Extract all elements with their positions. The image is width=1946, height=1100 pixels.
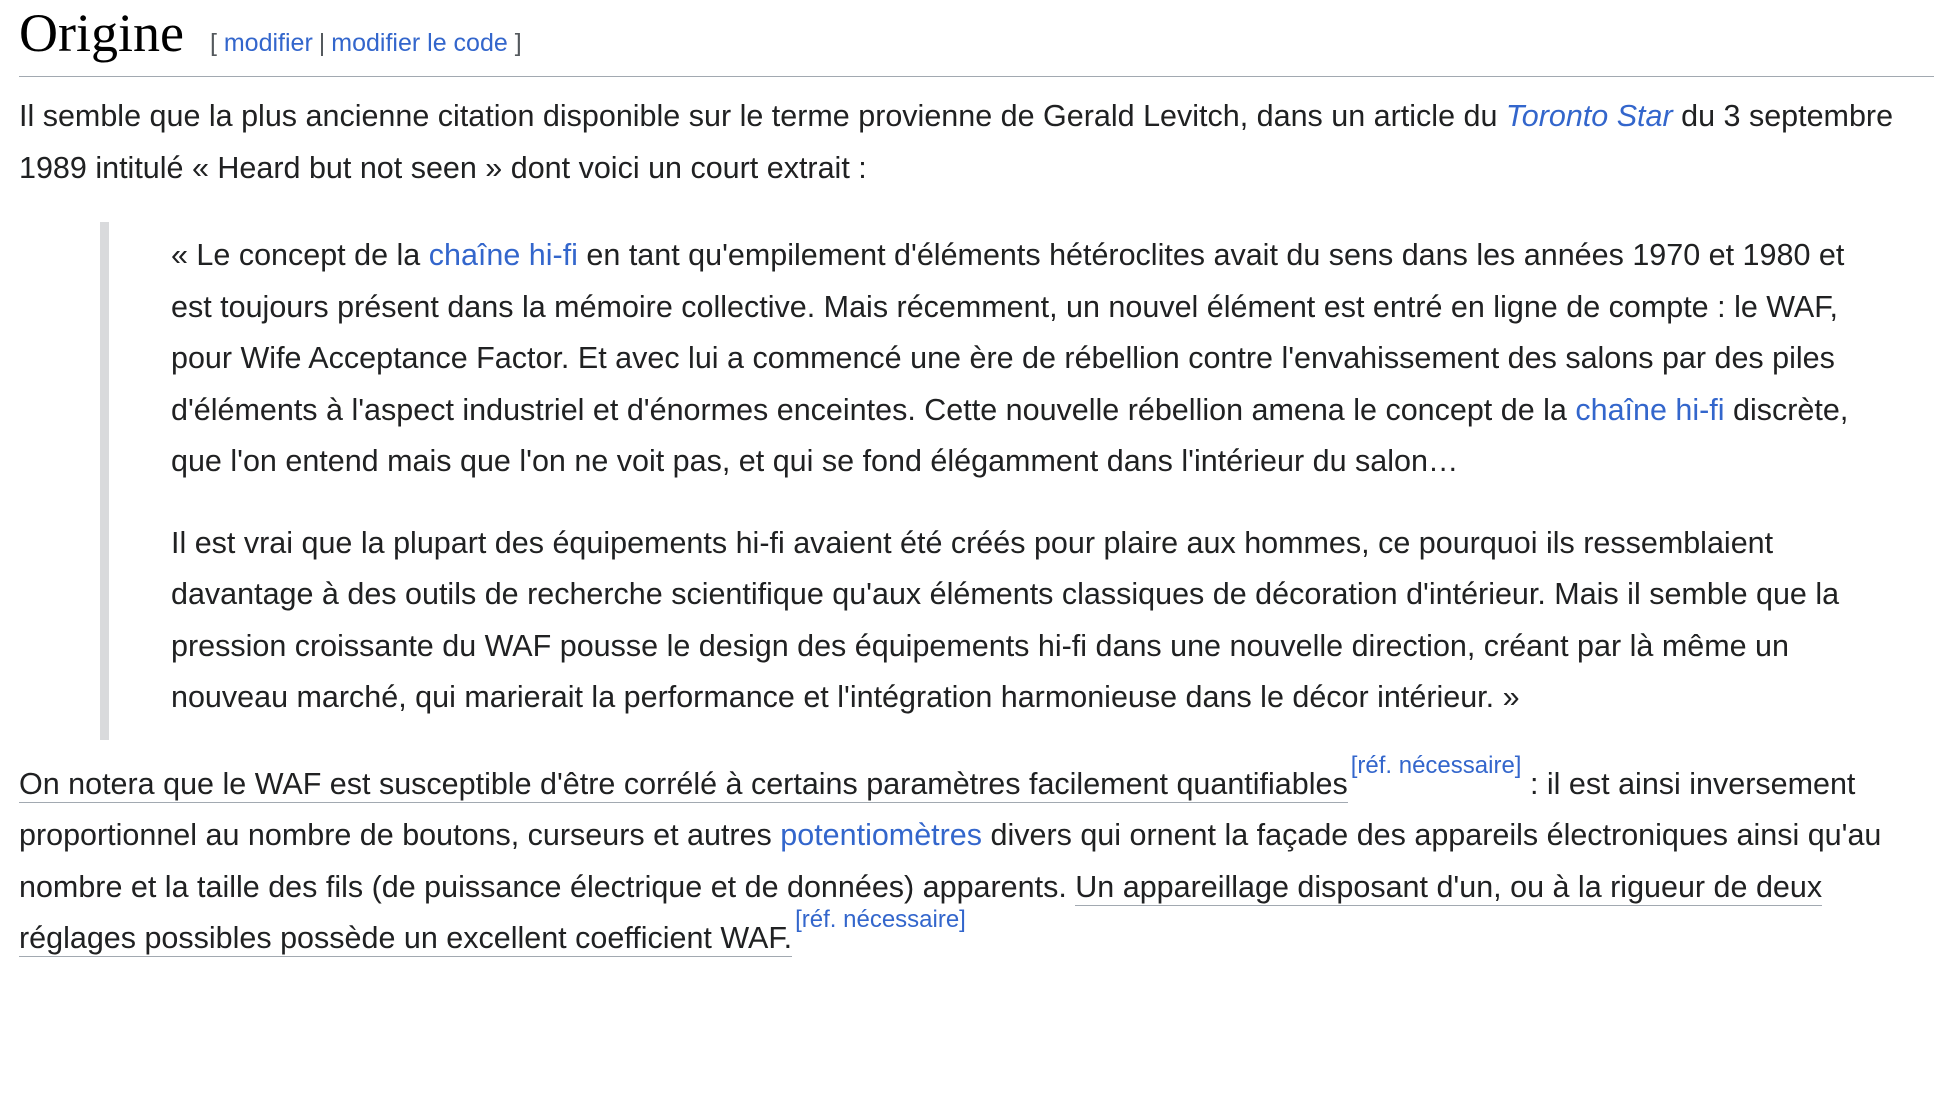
intro-text-after: du 3 septembre 1989 intitulé « Heard but not seen » dont voici un court extrait : (19, 99, 1894, 185)
unsourced-claim-2: Un appareillage disposant d'un, ou à la rigueur de deux réglages possibles possède un excellent coefficient WAF. (19, 869, 1823, 955)
edit-separator: | (318, 29, 326, 57)
citation-needed-link-1[interactable]: [réf. nécessaire] (1350, 751, 1522, 779)
citation-needed-2 (795, 906, 966, 933)
edit-bracket-open: [ (209, 29, 217, 57)
intro-text-before: Il semble que la plus ancienne citation disponible sur le terme provienne de Gerald Levitch, dans un article du (19, 99, 1506, 133)
edit-section-links (210, 29, 522, 58)
citation-needed-1 (1351, 752, 1522, 779)
edit-bracket-close: ] (514, 29, 522, 57)
quote-p1-part1: « Le concept de la (171, 238, 429, 272)
unsourced-claim-1: On notera que le WAF est susceptible d'être corrélé à certains paramètres facilement quantifiables (19, 766, 1348, 801)
toronto-star-link[interactable] (1506, 99, 1673, 133)
section-heading (19, 0, 1934, 77)
quote-paragraph-1 (109, 230, 1891, 488)
edit-source-link[interactable]: modifier le code (331, 29, 508, 57)
closing-paragraph (19, 751, 1920, 965)
quote-p1-part3: discrète, que l'on entend mais que l'on ne voit pas, et qui se fond élégamment dans l'intérieur du salon… (171, 392, 1849, 478)
chaine-hifi-link-1[interactable]: chaîne hi-fi (428, 238, 578, 272)
chaine-hifi-link-2[interactable]: chaîne hi-fi (1575, 392, 1725, 427)
citation-needed-link-2[interactable]: [réf. nécessaire] (795, 906, 966, 933)
toronto-star-title: Toronto Star (1505, 99, 1673, 133)
edit-link[interactable]: modifier (223, 29, 313, 57)
quote-p1-part2: en tant qu'empilement d'éléments hétéroclites avait du sens dans les années 1970 et 1980 et est toujours présent dans la mémoire collective. Mais récemment, un nouvel élément est entré en ligne de compte : le WAF, pour Wife Acceptance Factor. Et avec lui a commencé une ère de rébellion contre l'envahissement des salons par des piles d'éléments à l'aspect industriel et d'énormes enceintes. Cette nouvelle rébellion amena le concept de la (171, 238, 1845, 427)
intro-paragraph (19, 91, 1920, 194)
potentiometres-link[interactable]: potentiomètres (780, 818, 983, 852)
section-title: Origine (19, 3, 184, 63)
quote-paragraph-2: Il est vrai que la plupart des équipements hi-fi avaient été créés pour plaire aux hommes, ce pourquoi ils ressemblaient davantage à des outils de recherche scientifique qu'aux éléments classiques de décoration d'intérieur. Mais il semble que la pression croissante du WAF pousse le design des équipements hi-fi dans une nouvelle direction, créant par là même un nouveau marché, qui marierait la performance et l'intégration harmonieuse dans le décor intérieur. » (171, 525, 1840, 714)
quotation-block (100, 222, 1849, 740)
closing-text-2: divers qui ornent la façade des appareils électroniques ainsi qu'au nombre et la taille des fils (de puissance électrique et de données) apparents. (19, 818, 1882, 904)
closing-text-1: : il est ainsi inversement proportionnel au nombre de boutons, curseurs et autres (19, 766, 1856, 852)
